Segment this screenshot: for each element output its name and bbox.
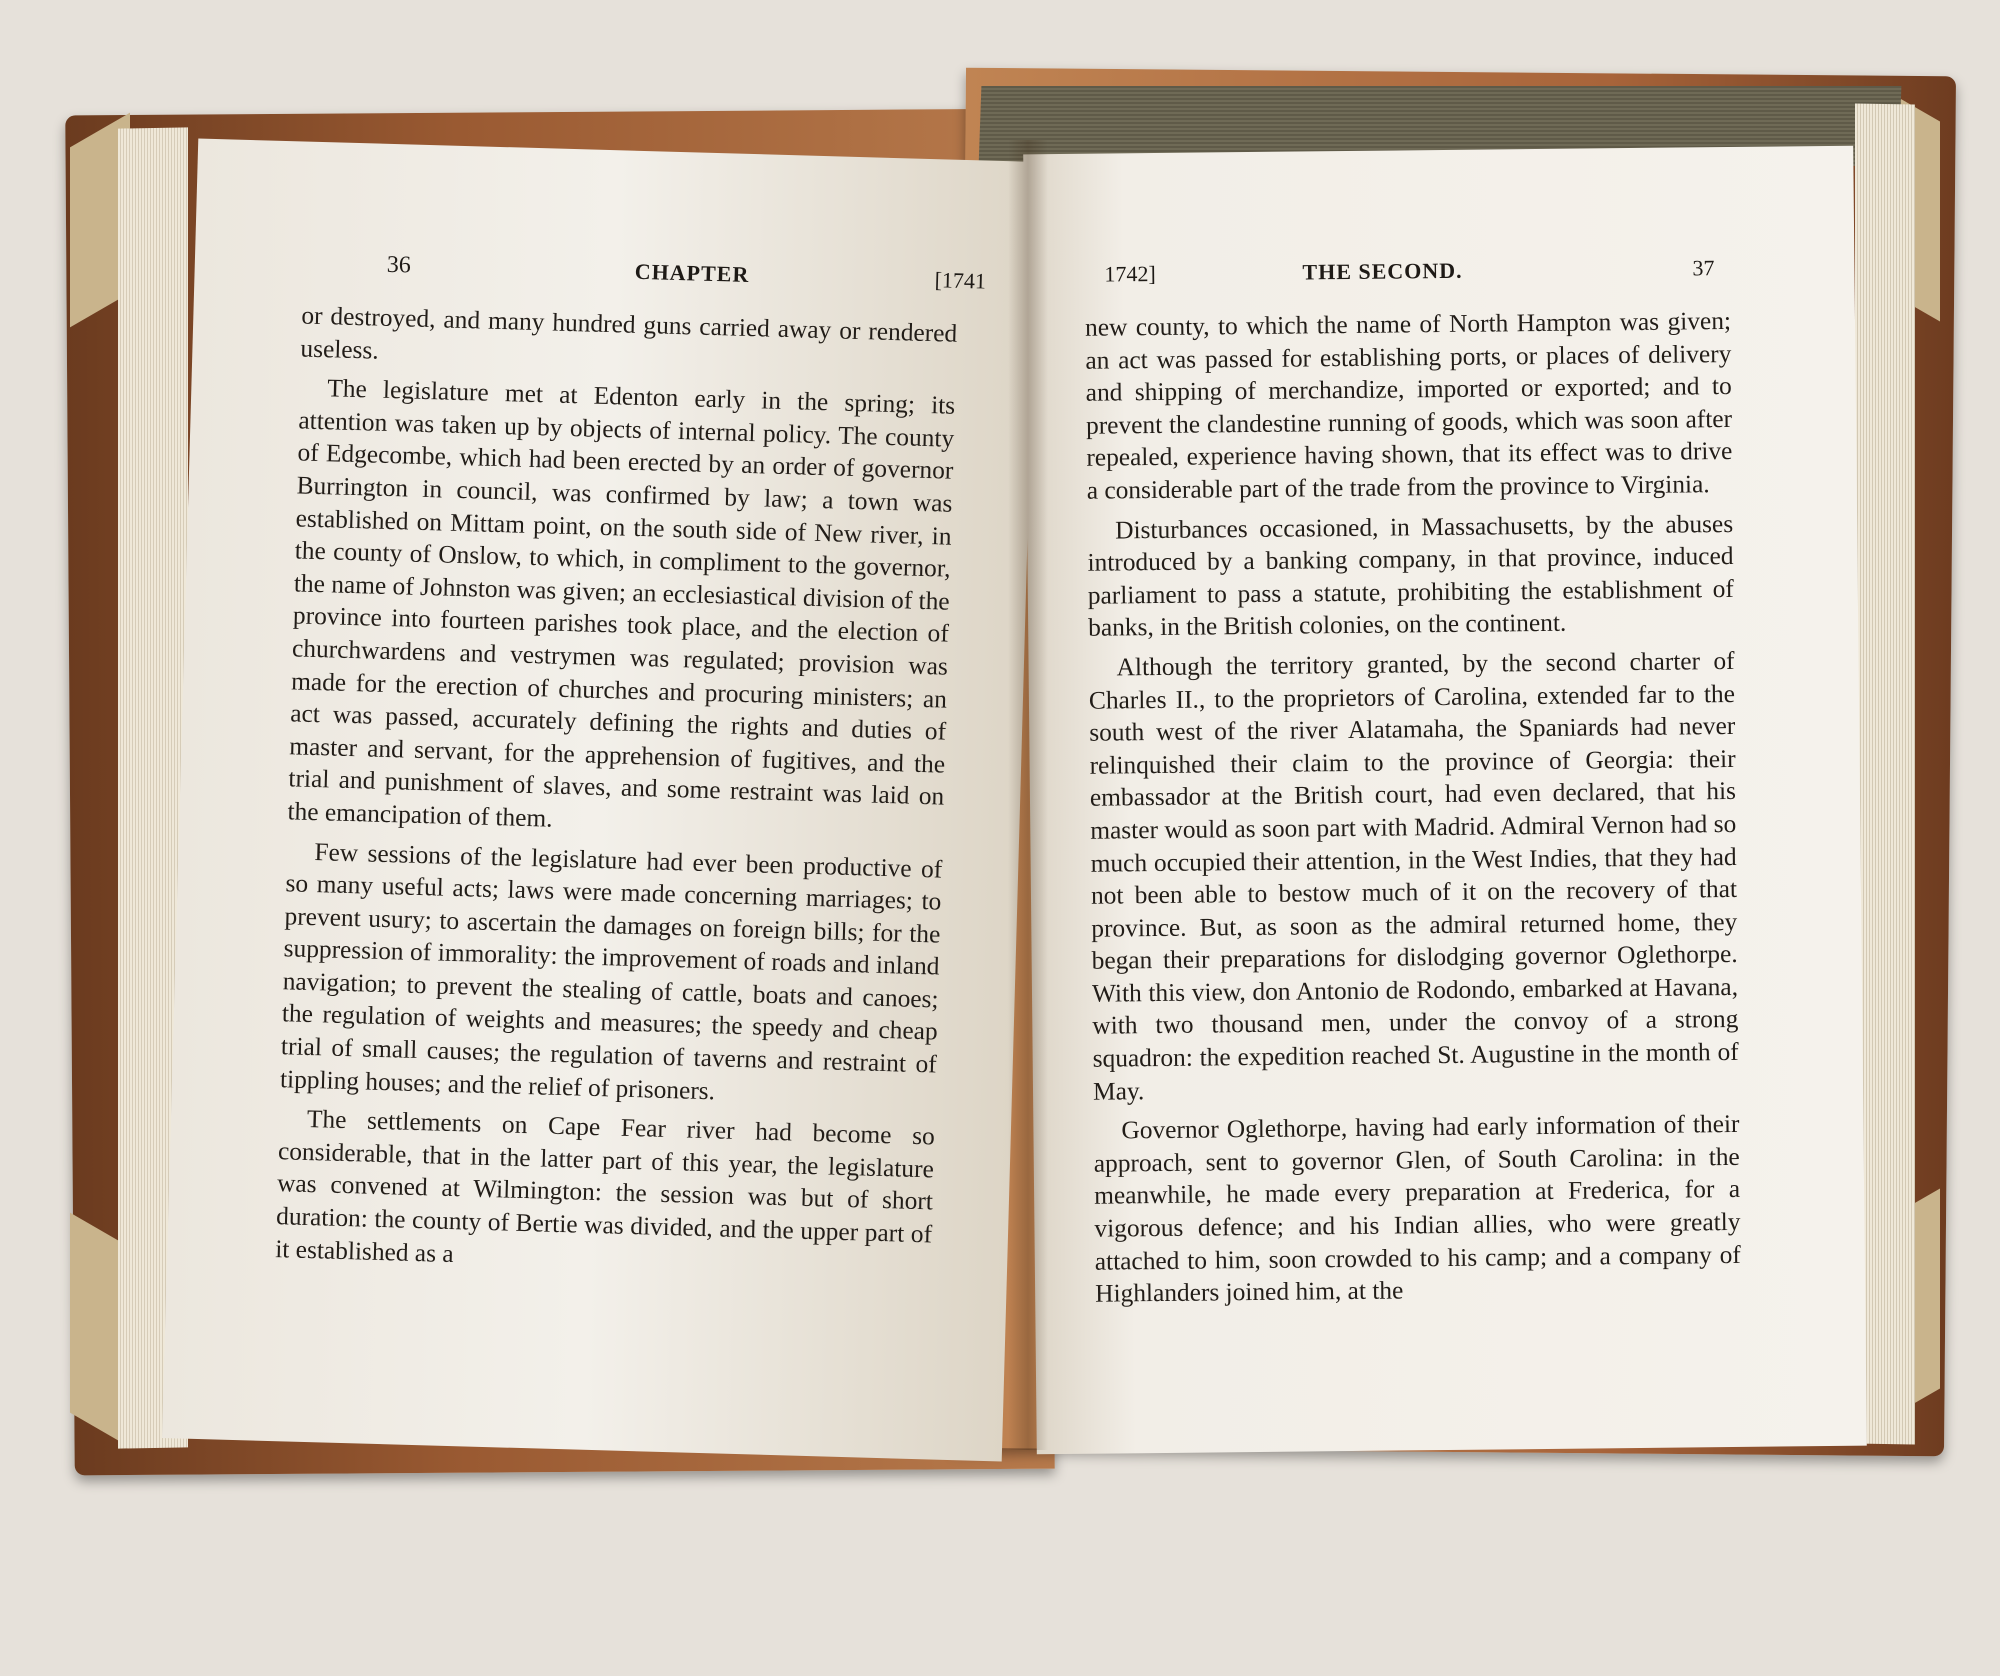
- paragraph: The settlements on Cape Fear river had become so considerable, that in the latter part of this year, the legislature was convened at Wilmington: the session was but of short duration: the county of Bertie was divided, and the upper part of it established as a: [274, 1105, 936, 1268]
- right-page-number: 37: [1692, 255, 1715, 281]
- left-running-title: CHAPTER: [634, 258, 750, 287]
- paragraph: Few sessions of the legislature had ever been productive of so many useful acts; laws were made concerning marriages; to prevent usury; to ascertain the damages on foreign bills; for the suppression of immorality: the improvement of roads and inland navigation; to prevent the stealing of cattle, boats and canoes; the regulation of weights and measures; the speedy and cheap trial of small causes; the regulation of taverns and restraint of tippling houses; and the relief of prisoners.: [279, 837, 943, 1105]
- paragraph: or destroyed, and many hundred guns carried away or rendered useless.: [300, 301, 958, 365]
- left-running-year: [1741: [934, 267, 987, 294]
- right-page-text: [1085, 305, 1741, 1318]
- right-running-head: [1024, 254, 1854, 303]
- left-page-text: [275, 299, 958, 1290]
- paragraph: Disturbances occasioned, in Massachusetts, by the abuses introduced by a banking company, in that province, induced parliament to pass a statute, prohibiting the establishment of banks, in the British colonies, on the continent.: [1087, 509, 1734, 643]
- right-page: [1023, 146, 1867, 1455]
- right-running-title: THE SECOND.: [1302, 257, 1463, 285]
- paragraph: new county, to which the name of North Hampton was given; an act was passed for establishing ports, or places of delivery and shipping of merchandize, imported or exported; and to prevent the clandestine running of goods, which was soon after repealed, experience having shown, that its effect was to drive a considerable part of the trade from the province to Virginia.: [1084, 306, 1733, 505]
- paragraph: Although the territory granted, by the second charter of Charles II., to the proprietors of Carolina, extended far to the south west of the river Alatamaha, the Spaniards had never relinquished their claim to the province of Georgia: their embassador at the British court, had even declared, that his master would as soon part with Madrid. Admiral Vernon had so much occupied their attention, in the West Indies, that they had not been able to bestow much of it on the recovery of that province. But, as soon as the admiral returned home, they began their preparations for dislodging governor Oglethorpe. With this view, don Antonio de Rodondo, embarked at Havana, with two thousand men, under the convoy of a strong squadron: the expedition reached St. Augustine in the month of May.: [1088, 646, 1739, 1106]
- left-page: [162, 139, 1038, 1462]
- paragraph: The legislature met at Edenton early in the spring; its attention was taken up by objects of internal policy. The county of Edgecombe, which had been erected by an order of governor Burrington in council, was confirmed by law; a town was established on Mittam point, on the south side of New river, in the county of Onslow, to which, in compliment to the governor, the name of Johnston was given; an ecclesiastical division of the province into fourteen parishes took place, and the election of churchwardens and vestrymen was regulated; provision was made for the erection of churches and procuring ministers; an act was passed, accurately defining the rights and duties of master and servant, for the apprehension of fugitives, and the trial and punishment of slaves, and some restraint was laid on the emancipation of them.: [287, 374, 956, 833]
- paragraph: Governor Oglethorpe, having had early information of their approach, sent to governor Glen, of South Carolina: in the meanwhile, he made every preparation at Frederica, for a vigorous defence; and his Indian allies, who were greatly attached to him, soon crowded to his camp; and a company of Highlanders joined him, at the: [1093, 1110, 1741, 1308]
- book-gutter: [1008, 140, 1048, 1450]
- right-running-year: 1742]: [1104, 261, 1156, 287]
- left-page-number: 36: [386, 251, 412, 279]
